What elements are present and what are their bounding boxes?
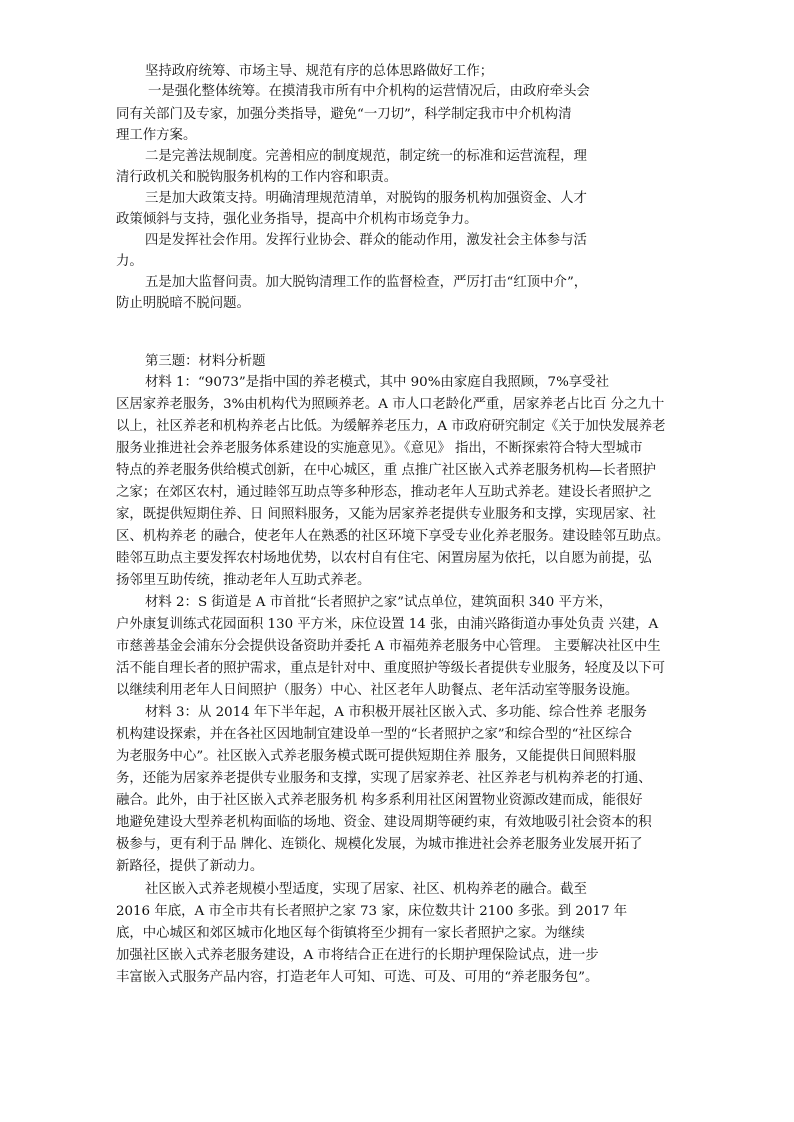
paragraph-line: 三是加大政策支持。明确清理规范清单，对脱钩的服务机构加强资金、人才 [145, 191, 587, 206]
paragraph-line: 二是完善法规制度。完善相应的制度规范，制定统一的标准和运营流程，理 [145, 149, 587, 164]
paragraph-line: 之家；在郊区农村，通过睦邻互助点等多种形态，推动老年人互助式养老。建设长者照护之 [116, 485, 652, 500]
paragraph-line: 清行政机关和脱钩服务机构的工作内容和职责。 [116, 170, 398, 185]
paragraph-line: 坚持政府统筹、市场主导、规范有序的总体思路做好工作； [145, 64, 494, 79]
paragraph-line: 防止明脱暗不脱问题。 [116, 296, 250, 311]
paragraph-line: 服务业推进社会养老服务体系建设的实施意见》。《意见》 指出，不断探索符合特大型城市 [116, 441, 643, 456]
paragraph-line: 家，既提供短期住养、日 间照料服务，又能为居家养老提供专业服务和支撑，实现居家、社 [116, 507, 656, 522]
paragraph-line: 丰富嵌入式服务产品内容，打造老年人可知、可选、可及、可用的“养老服务包”。 [116, 970, 599, 985]
paragraph-line: 极参与，更有利于品 牌化、连锁化、规模化发展，为城市推进社会养老服务业发展开拓了 [116, 837, 643, 852]
paragraph-line: 融合。此外，由于社区嵌入式养老服务机 构多系利用社区闲置物业资源改建而成，能很好 [116, 793, 643, 808]
paragraph-line: 理工作方案。 [116, 128, 197, 143]
paragraph-line: 力。 [116, 254, 143, 269]
paragraph-line: 特点的养老服务供给模式创新，在中心城区，重 点推广社区嵌入式养老服务机构—长者照护 [116, 463, 656, 478]
paragraph-line: 务，还能为居家养老提供专业服务和支撑，实现了居家养老、社区养老与机构养老的打通、 [116, 771, 652, 786]
paragraph-line: 户外康复训练式花园面积 130 平方米，床位设置 14 张，由浦兴路街道办事处负责 兴建，A [116, 617, 659, 632]
paragraph-line: 一是强化整体统筹。在摸清我市所有中介机构的运营情况后，由政府牵头会 [148, 84, 590, 99]
paragraph-line: 社区嵌入式养老规模小型适度，实现了居家、社区、机构养老的融合。截至 [145, 882, 587, 897]
paragraph-line: 扬邻里互助传统，推动老年人互助式养老。 [116, 573, 371, 588]
paragraph-line: 五是加大监督问责。加大脱钩清理工作的监督检查，严厉打击“红顶中介”， [145, 275, 588, 290]
paragraph-line: 以继续利用老年人日间照护（服务）中心、社区老年人助餐点、老年活动室等服务设施。 [116, 683, 639, 698]
paragraph-line: 区居家养老服务，3%由机构代为照顾养老。A 市人口老龄化严重，居家养老占比百 分之九十 [116, 397, 665, 412]
paragraph-line: 区、机构养老 的融合，使老年人在熟悉的社区环境下享受专业化养老服务。建设睦邻互助点。 [116, 529, 670, 544]
paragraph-line: 地避免建设大型养老机构面临的场地、资金、建设周期等硬约束，有效地吸引社会资本的积 [116, 815, 652, 830]
paragraph-line: 市慈善基金会浦东分会提供设备资助并委托 A 市福苑养老服务中心管理。 主要解决社区中生 [116, 639, 661, 654]
paragraph-line: 2016 年底，A 市全市共有长者照护之家 73 家，床位数共计 2100 多张。到 2017 年 [116, 904, 628, 919]
paragraph-line: 底，中心城区和郊区城市化地区每个街镇将至少拥有一家长者照护之家。为继续 [116, 926, 585, 941]
paragraph-line: 加强社区嵌入式养老服务建设，A 市将结合正在进行的长期护理保险试点，进一步 [116, 948, 599, 963]
paragraph-line: 机构建设探索，并在各社区因地制宜建设单一型的“长者照护之家”和综合型的“社区综合 [116, 727, 632, 742]
paragraph-line: 政策倾斜与支持，强化业务指导，提高中介机构市场竞争力。 [116, 212, 478, 227]
section-heading: 第三题：材料分析题 [145, 354, 266, 369]
paragraph-line: 以上，社区养老和机构养老占比低。为缓解养老压力，A 市政府研究制定《关于加快发展养老 [116, 419, 666, 434]
paragraph-line: 材料 2：S 街道是 A 市首批“长者照护之家”试点单位，建筑面积 340 平方米， [145, 595, 613, 610]
paragraph-line: 同有关部门及专家，加强分类指导，避免“一刀切”，科学制定我市中介机构清 [116, 107, 572, 122]
paragraph-line: 睦邻互助点主要发挥农村场地优势，以农村自有住宅、闲置房屋为依托，以自愿为前提，弘 [116, 551, 652, 566]
paragraph-line: 活不能自理长者的照护需求，重点是针对中、重度照护等级长者提供专业服务，轻度及以下可 [116, 661, 666, 676]
paragraph-line: 四是发挥社会作用。发挥行业协会、群众的能动作用，激发社会主体参与活 [145, 233, 587, 248]
paragraph-line: 材料 1：“9073”是指中国的养老模式，其中 90%由家庭自我照顾，7%享受社 [145, 375, 609, 390]
paragraph-line: 为老服务中心”。社区嵌入式养老服务模式既可提供短期住养 服务，又能提供日间照料服 [116, 749, 636, 764]
paragraph-line: 材料 3：从 2014 年下半年起，A 市积极开展社区嵌入式、多功能、综合性养 老服务 [145, 705, 648, 720]
paragraph-line: 新路径，提供了新动力。 [116, 859, 264, 874]
